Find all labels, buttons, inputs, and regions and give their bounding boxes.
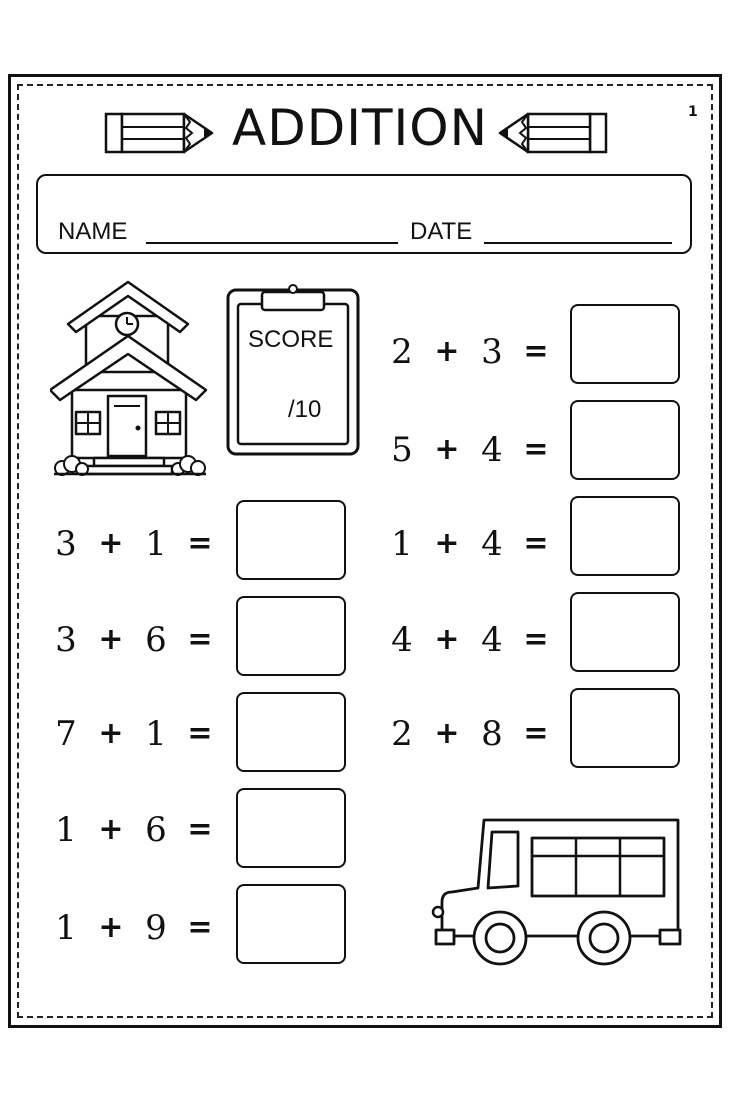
equals-sign: = [187, 526, 213, 561]
problem-row [386, 430, 564, 470]
answer-box[interactable] [236, 596, 346, 676]
addend: 3 [55, 620, 77, 660]
equals-sign: = [187, 622, 213, 657]
plus-sign: + [98, 622, 124, 657]
problem-row [386, 332, 564, 372]
problem-row [50, 810, 228, 850]
school-bus-icon [428, 814, 688, 974]
score-label: SCORE [248, 326, 334, 353]
problem-row [386, 524, 564, 564]
addend: 1 [145, 524, 167, 564]
addend: 2 [391, 332, 413, 372]
addend: 6 [145, 620, 167, 660]
pencil-icon [496, 108, 608, 158]
problem-row [50, 620, 228, 660]
equals-sign: = [187, 812, 213, 847]
name-field[interactable] [146, 242, 398, 244]
answer-box[interactable] [570, 304, 680, 384]
answer-box[interactable] [236, 788, 346, 868]
problem-row [50, 524, 228, 564]
school-house-icon [50, 278, 210, 478]
plus-sign: + [434, 622, 460, 657]
equals-sign: = [523, 526, 549, 561]
equals-sign: = [523, 432, 549, 467]
addend: 1 [145, 714, 167, 754]
addend: 2 [391, 714, 413, 754]
problem-row [50, 908, 228, 948]
equals-sign: = [523, 622, 549, 657]
plus-sign: + [434, 334, 460, 369]
answer-box[interactable] [570, 400, 680, 480]
answer-box[interactable] [236, 884, 346, 964]
problem-row [50, 714, 228, 754]
addend: 1 [55, 810, 77, 850]
score-value: /10 [288, 396, 322, 423]
plus-sign: + [98, 812, 124, 847]
equals-sign: = [187, 910, 213, 945]
addend: 4 [391, 620, 413, 660]
addend: 3 [481, 332, 503, 372]
page-title: ADDITION [232, 99, 488, 157]
plus-sign: + [98, 910, 124, 945]
plus-sign: + [434, 716, 460, 751]
problem-row [386, 714, 564, 754]
addend: 1 [391, 524, 413, 564]
date-label: DATE [410, 218, 473, 245]
pencil-icon [104, 108, 216, 158]
answer-box[interactable] [570, 496, 680, 576]
answer-box[interactable] [236, 692, 346, 772]
date-field[interactable] [484, 242, 672, 244]
plus-sign: + [434, 432, 460, 467]
addend: 4 [481, 524, 503, 564]
answer-box[interactable] [236, 500, 346, 580]
plus-sign: + [98, 716, 124, 751]
clipboard-icon [226, 284, 360, 456]
page-number: 1 [688, 104, 698, 120]
equals-sign: = [523, 716, 549, 751]
addend: 1 [55, 908, 77, 948]
equals-sign: = [187, 716, 213, 751]
plus-sign: + [98, 526, 124, 561]
equals-sign: = [523, 334, 549, 369]
addend: 7 [55, 714, 77, 754]
addend: 9 [145, 908, 167, 948]
answer-box[interactable] [570, 688, 680, 768]
addend: 8 [481, 714, 503, 754]
plus-sign: + [434, 526, 460, 561]
addend: 5 [391, 430, 413, 470]
addend: 6 [145, 810, 167, 850]
addend: 3 [55, 524, 77, 564]
answer-box[interactable] [570, 592, 680, 672]
problem-row [386, 620, 564, 660]
name-label: NAME [58, 218, 128, 245]
addend: 4 [481, 430, 503, 470]
addend: 4 [481, 620, 503, 660]
